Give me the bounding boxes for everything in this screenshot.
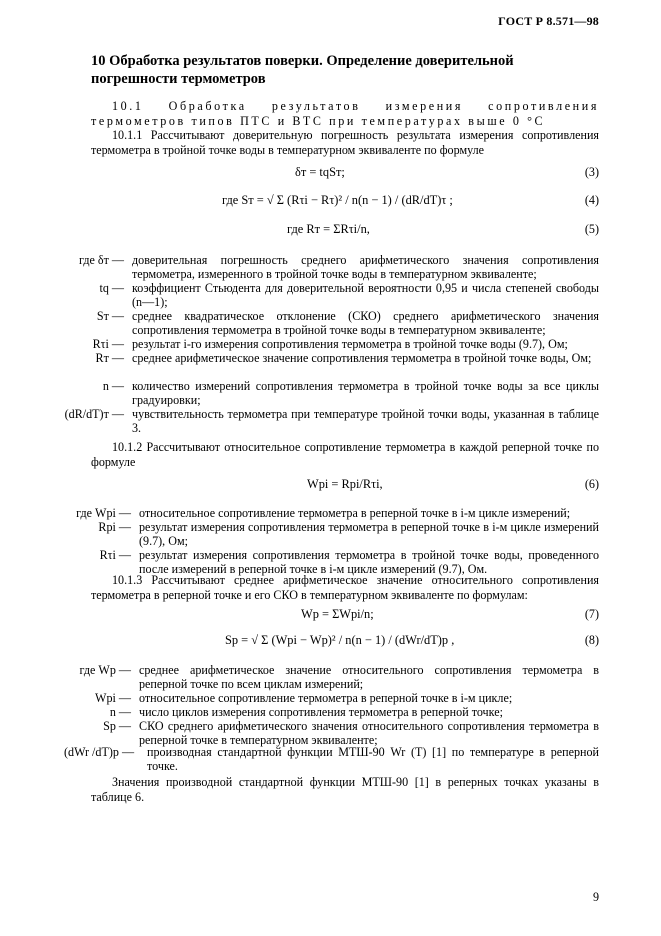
glossary-term: Rpi — — [98, 520, 131, 534]
glossary-term: где Wp — — [79, 663, 131, 677]
glossary-definition: результат измерения сопротивления термометра в реперной точке в i-м цикле измерений (9.7), Ом; — [139, 520, 599, 548]
formula-4: где Sт = √ Σ (Rτi − Rτ)² / n(n − 1) / (dR/dT)τ ; — [222, 193, 453, 207]
formula-7: Wp = ΣWpi/n; — [301, 607, 374, 621]
glossary-definition: СКО среднего арифметического значения относительного сопротивления термометра в реперной точке в температурном эквиваленте; — [139, 719, 599, 747]
glossary-term: Rτi — — [99, 548, 131, 562]
formula-5-number: (5) — [584, 222, 599, 236]
document-code-header: ГОСТ Р 8.571—98 — [498, 14, 599, 28]
formula-6: Wpi = Rpi/Rτi, — [307, 477, 383, 491]
paragraph-10-1-2: 10.1.2 Рассчитывают относительное сопротивление термометра в каждой реперной точке по формуле — [91, 440, 599, 469]
glossary-term: (dR/dT)т — — [64, 407, 124, 421]
glossary-definition: среднее арифметическое значение сопротивления термометра в тройной точке воды, Ом; — [132, 351, 592, 365]
glossary-term: Wpi — — [95, 691, 131, 705]
glossary-term: Sт — — [96, 309, 124, 323]
glossary-definition: среднее арифметическое значение относительного сопротивления термометра в реперной точке по всем циклам измерений; — [139, 663, 599, 691]
glossary-item-derivative — [0, 745, 661, 775]
glossary-term: Sp — — [103, 719, 131, 733]
glossary-definition: результат i-го измерения сопротивления термометра в тройной точке воды (9.7), Ом; — [132, 337, 568, 351]
formula-3: δт = tqSт; — [295, 165, 345, 179]
glossary-definition: производная стандартной функции МТШ-90 Wr (T) [1] по температуре в реперной точке. — [147, 745, 599, 773]
glossary-definition: среднее квадратическое отклонение (СКО) среднего арифметического значения сопротивления термометра в тройной точке воды в температурном эквиваленте; — [132, 309, 599, 337]
formula-8: Sp = √ Σ (Wpi − Wp)² / n(n − 1) / (dWr/dT)p , — [225, 633, 455, 647]
glossary-term: где Wpi — — [76, 506, 131, 520]
glossary-definition: коэффициент Стьюдента для доверительной вероятности 0,95 и числа степеней свободы (n—1); — [132, 281, 599, 309]
glossary-term: n — — [109, 705, 131, 719]
formula-6-number: (6) — [584, 477, 599, 491]
glossary-definition: чувствительность термометра при температуре тройной точки воды, указанная в таблице 3. — [132, 407, 599, 435]
glossary-definition: относительное сопротивление термометра в реперной точке в i-м цикле; — [139, 691, 513, 705]
glossary-list-2 — [0, 506, 661, 576]
glossary-definition: количество измерений сопротивления термометра в тройной точке воды за все циклы градуировки; — [132, 379, 599, 407]
page-number: 9 — [592, 890, 599, 904]
formula-7-number: (7) — [584, 607, 599, 621]
glossary-item-sensitivity — [0, 407, 661, 437]
glossary-list-3 — [0, 663, 661, 747]
paragraph-10-1-1: 10.1.1 Рассчитывают доверительную погрешность результата измерения сопротивления термометра в тройной точке воды в температурном эквиваленте по формуле — [91, 128, 599, 157]
glossary-term: Rт — — [95, 351, 124, 365]
paragraph-final: Значения производной стандартной функции МТШ-90 [1] в реперных точках указаны в таблице 6. — [91, 775, 599, 804]
glossary-definition: результат измерения сопротивления термометра в тройной точке воды, проведенного после измерений в реперной точке в i-м цикле измерений (9.7), Ом. — [139, 548, 599, 576]
glossary-definition: доверительная погрешность среднего арифметического значения сопротивления термометра, измеренного в тройной точке воды в температурном эквиваленте; — [132, 253, 599, 281]
formula-4-number: (4) — [584, 193, 599, 207]
glossary-list-1 — [0, 253, 661, 407]
paragraph-10-1-3: 10.1.3 Рассчитывают среднее арифметическое значение относительного сопротивления термометра в реперной точке и его СКО в температурном эквиваленте по формулам: — [91, 573, 599, 602]
glossary-term: tq — — [99, 281, 124, 295]
glossary-term: (dWr /dT)p — — [64, 745, 135, 759]
paragraph-10-1: 10.1 Обработка результатов измерения сопротивления термометров типов ПТС и ВТС при температурах выше 0 °С — [91, 99, 599, 128]
glossary-definition: относительное сопротивление термометра в реперной точке в i-м цикле измерений; — [139, 506, 571, 520]
formula-8-number: (8) — [584, 633, 599, 647]
formula-5: где Rт = ΣRτi/n, — [287, 222, 370, 236]
section-title: 10 Обработка результатов поверки. Определение доверительной погрешности термометров — [91, 53, 514, 87]
glossary-term: n — — [102, 379, 124, 393]
glossary-term: где δт — — [78, 253, 124, 267]
glossary-term: Rτi — — [92, 337, 124, 351]
glossary-definition: число циклов измерения сопротивления термометра в реперной точке; — [139, 705, 503, 719]
formula-3-number: (3) — [584, 165, 599, 179]
